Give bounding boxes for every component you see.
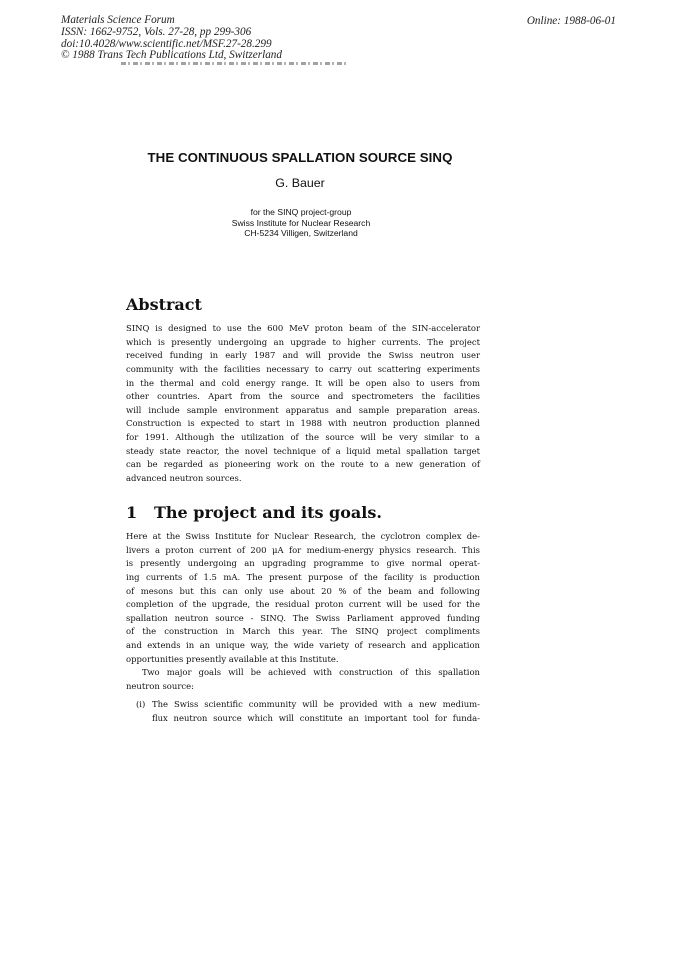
paper-title: THE CONTINUOUS SPALLATION SOURCE SINQ (147, 150, 453, 165)
list-item-text: The Swiss scientific community will be provided with a new medium- (152, 699, 480, 709)
text-line: opportunities presently available at this Institute. (126, 653, 339, 664)
text-line: will include sample environment apparatus and sample preparation areas. (126, 404, 480, 415)
text-line: of mesons but this can only use about 20 % of the beam and following (126, 585, 480, 596)
scanned-original-header-remnant (121, 62, 349, 65)
text-line: advanced neutron sources. (126, 473, 242, 484)
text-line: which is presently undergoing an upgrade to higher currents. The project (126, 336, 480, 347)
journal-name: Materials Science Forum (61, 14, 175, 26)
online-date: Online: 1988-06-01 (526, 15, 616, 27)
text-line: Construction is expected to start in 1988 with neutron production planned (126, 418, 480, 429)
affiliation-line: for the SINQ project-group (250, 207, 352, 217)
text-line: community with the facilities necessary to carry out scattering experiments (126, 363, 480, 374)
text-line: SINQ is designed to use the 600 MeV proton beam of the SIN-accelerator (126, 323, 480, 333)
author-name: G. Bauer (275, 176, 325, 190)
section-title: The project and its goals. (154, 503, 382, 522)
text-line: Here at the Swiss Institute for Nuclear Research, the cyclotron complex de- (126, 531, 480, 541)
abstract-body (126, 322, 480, 486)
text-line: and extends in an unique way, the wide variety of research and application (126, 640, 480, 651)
text-line: Two major goals will be achieved with construction of this spallation (142, 667, 480, 678)
text-line: of the construction in March this year. The SINQ project compliments (126, 626, 480, 637)
text-line: other countries. Apart from the source and spectrometers the facilities (126, 391, 480, 402)
issn-line: ISSN: 1662-9752, Vols. 27-28, pp 299-306 (61, 25, 252, 38)
list-item-first-line (126, 698, 480, 712)
affiliation-block (0, 207, 602, 239)
section-number: 1 (126, 503, 138, 522)
text-line: in the thermal and cold energy range. It will be open also to users from (126, 377, 480, 388)
section-body (126, 530, 480, 694)
doi-link[interactable]: doi:10.4028/www.scientific.net/MSF.27-28.299 (61, 37, 272, 50)
abstract-heading: Abstract (126, 295, 202, 314)
text-line: is presently undergoing an upgrading programme to give normal operat- (126, 558, 480, 569)
affiliation-line: CH-5234 Villigen, Switzerland (244, 228, 358, 239)
list-item (126, 698, 480, 725)
section-heading (126, 503, 382, 522)
copyright-line: © 1988 Trans Tech Publications Ltd, Switzerland (61, 49, 282, 62)
text-line: can be regarded as pioneering work on the route to a new generation of (126, 459, 480, 470)
text-line: livers a proton current of 200 μA for medium-energy physics research. This (126, 544, 480, 555)
text-line: ing currents of 1.5 mA. The present purpose of the facility is production (126, 571, 480, 582)
text-line: neutron source: (126, 681, 194, 692)
text-line: spallation neutron source - SINQ. The Swiss Parliament approved funding (126, 612, 480, 623)
text-line: steady state reactor, the novel technique of a liquid metal spallation target (126, 445, 480, 456)
citation-header (61, 15, 282, 62)
text-line: received funding in early 1987 and will provide the Swiss neutron user (126, 350, 480, 361)
affiliation-line: Swiss Institute for Nuclear Research (231, 217, 371, 228)
text-line: for 1991. Although the utilization of the source will be very similar to a (126, 432, 480, 443)
list-item-label: (i) (136, 699, 146, 709)
text-line: flux neutron source which will constitute an important tool for funda- (152, 712, 480, 723)
text-line: completion of the upgrade, the residual proton current will be used for the (126, 599, 480, 610)
